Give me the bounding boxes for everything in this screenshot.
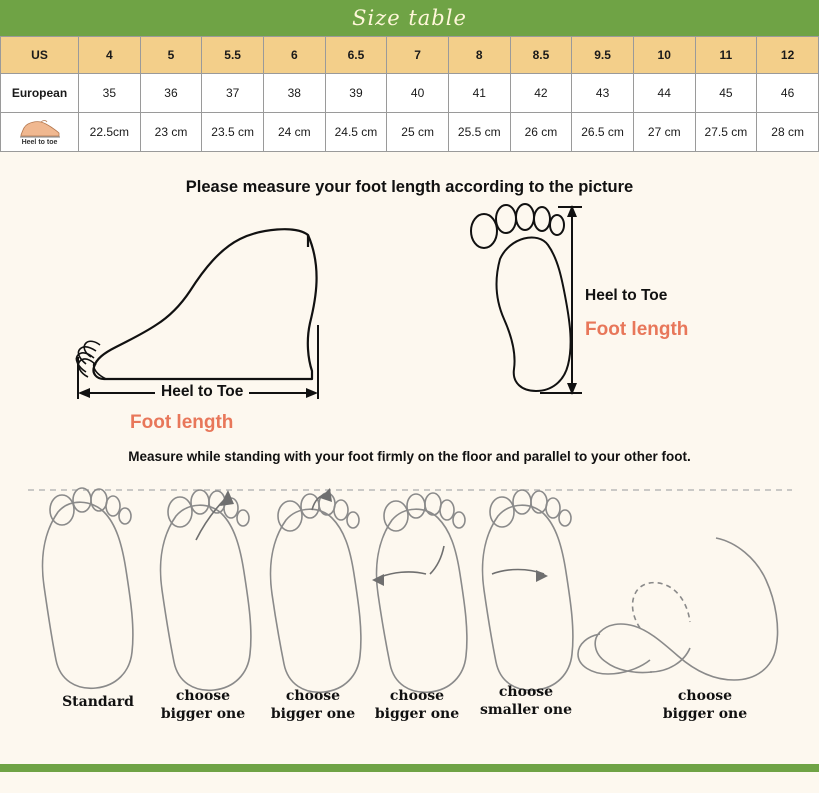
side-heel-to-toe-label: Heel to Toe [155, 383, 249, 401]
table-cell: 10 [633, 37, 695, 74]
table-cell: 5.5 [202, 37, 264, 74]
table-cell: 25 cm [387, 113, 449, 152]
advice-caption-3: choose bigger one [270, 688, 356, 722]
table-cell: 27.5 cm [695, 113, 757, 152]
table-cell: 4 [79, 37, 141, 74]
advice-caption-4: choose bigger one [374, 688, 460, 722]
table-cell: 39 [325, 74, 387, 113]
table-cell: 41 [448, 74, 510, 113]
table-cell: 42 [510, 74, 572, 113]
foot-icon-caption: Heel to toe [21, 139, 58, 146]
table-cell: 8.5 [510, 37, 572, 74]
table-cell: 43 [572, 74, 634, 113]
table-cell: 6.5 [325, 37, 387, 74]
table-cell: 44 [633, 74, 695, 113]
table-cell: 23 cm [140, 113, 202, 152]
table-cell: 7 [387, 37, 449, 74]
size-table-title: Size table [0, 0, 819, 36]
table-cell: 25.5 cm [448, 113, 510, 152]
side-foot-diagram [60, 207, 380, 447]
table-cell: 22.5cm [79, 113, 141, 152]
table-cell: 24 cm [263, 113, 325, 152]
table-cell: 9.5 [572, 37, 634, 74]
footer-strip [0, 764, 819, 772]
table-cell: 45 [695, 74, 757, 113]
table-cell: 37 [202, 74, 264, 113]
table-cell: 23.5 cm [202, 113, 264, 152]
table-cell: 5 [140, 37, 202, 74]
row-label-foot-icon [1, 113, 79, 152]
foot-measure-icon [17, 118, 63, 138]
top-foot-length-label: Foot length [585, 319, 689, 340]
top-foot-diagram [440, 197, 700, 427]
table-cell: 8 [448, 37, 510, 74]
table-cell: 27 cm [633, 113, 695, 152]
advice-caption-5: choose smaller one [480, 684, 572, 718]
side-foot-length-label: Foot length [130, 412, 234, 433]
size-table [0, 36, 819, 152]
standing-note: Measure while standing with your foot firmly on the floor and parallel to your other foot. [128, 449, 691, 464]
table-cell: 38 [263, 74, 325, 113]
measure-diagrams [0, 197, 819, 447]
table-cell: 26 cm [510, 113, 572, 152]
fit-advice-section [0, 472, 819, 772]
row-label-us: US [1, 37, 79, 74]
top-heel-to-toe-label: Heel to Toe [585, 287, 668, 304]
advice-caption-1: Standard [62, 694, 134, 710]
advice-caption-2: choose bigger one [160, 688, 246, 722]
table-cell: 6 [263, 37, 325, 74]
table-cell: 46 [757, 74, 819, 113]
table-cell: 26.5 cm [572, 113, 634, 152]
row-label-european: European [1, 74, 79, 113]
table-cell: 35 [79, 74, 141, 113]
table-row [1, 74, 819, 113]
table-row [1, 113, 819, 152]
table-cell: 40 [387, 74, 449, 113]
table-cell: 24.5 cm [325, 113, 387, 152]
advice-caption-6: choose bigger one [662, 688, 748, 722]
table-cell: 36 [140, 74, 202, 113]
table-cell: 28 cm [757, 113, 819, 152]
table-cell: 11 [695, 37, 757, 74]
measure-heading: Please measure your foot length according to the picture [185, 178, 634, 196]
table-row [1, 37, 819, 74]
table-cell: 12 [757, 37, 819, 74]
